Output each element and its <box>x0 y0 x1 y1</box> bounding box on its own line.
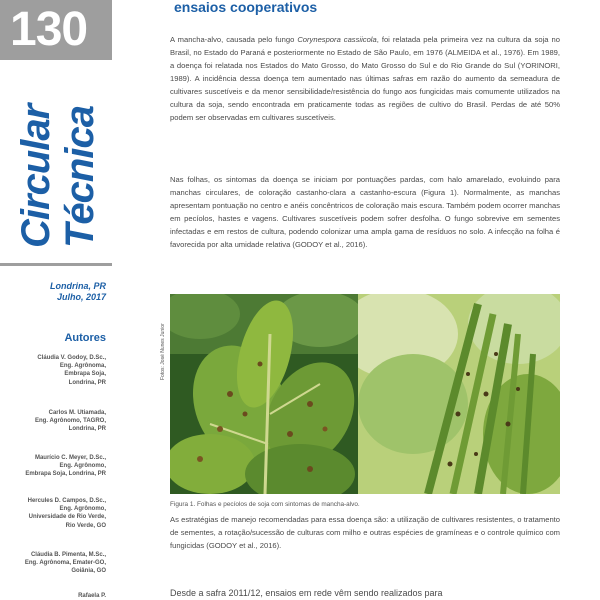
author-entry <box>2 354 106 387</box>
soybean-petioles-illustration <box>358 294 560 494</box>
author-entry <box>2 551 106 576</box>
author-line: Londrina, PR <box>68 426 106 433</box>
author-line: Cláudia V. Godoy, D.Sc., <box>37 355 106 361</box>
paragraph-intro <box>170 33 560 124</box>
paragraph-trials: Desde a safra 2011/12, ensaios em rede vêm sendo realizados para <box>170 588 443 598</box>
author-line: Cláudia B. Pimenta, M.Sc., <box>30 552 106 558</box>
author-entry <box>2 592 106 600</box>
figure-caption: Figura 1. Folhas e pecíolos de soja com sintomas de mancha-alvo. <box>170 501 360 508</box>
header-bar <box>170 0 560 18</box>
author-line: Maurício C. Meyer, D.Sc., <box>34 455 106 461</box>
series-title-line2: Técnica <box>58 106 102 248</box>
paragraph-text: , foi relatada pela primeira vez na cultura da soja no Brasil, no Estado do Paraná e posteriormente no Estado de São Paulo, em 1976 (ALMEIDA et al., 1976). Em 1989, a doença foi relatada nos Estados do Mato Grosso, do Mato Grosso do Sul e do Rio Grande do Sul (YORINORI, 1989). A incidência dessa doença tem aumentado nas últimas safras em razão do aumento da semeadura de cultivares suscetíveis e da menor sensibilidade/resistência do fungo aos fungicidas mais comumente utilizados na cultura da soja, sendo encontrada em praticamente todas as regiões de cultivo do Brasil. Perdas de até 50% podem ser observadas em cultivares suscetíveis. <box>170 35 560 122</box>
authors-heading: Autores <box>64 332 106 344</box>
author-line: Carlos M. Utiamada, <box>48 410 106 416</box>
series-title <box>14 70 114 250</box>
issue-number: 130 <box>10 3 88 56</box>
publication-place: Londrina, PR <box>50 281 106 291</box>
article-title-fragment: ensaios cooperativos <box>174 0 318 15</box>
sidebar-divider <box>0 263 112 266</box>
author-entry <box>2 454 106 479</box>
species-name: Corynespora cassiicola <box>297 35 377 44</box>
soybean-petioles-photo <box>358 294 560 494</box>
author-line: Rio Verde, GO <box>65 522 106 529</box>
author-line: Embrapa Soja, <box>64 371 106 378</box>
author-line: Eng. Agrônomo, TAGRO, <box>35 418 106 425</box>
author-line: Londrina, PR <box>68 379 106 386</box>
author-line: Rafaela P. <box>78 593 106 599</box>
issue-number-box <box>0 0 112 60</box>
author-entry <box>2 497 106 530</box>
author-line: Eng. Agrônoma, <box>59 363 106 370</box>
paragraph-text: A mancha-alvo, causada pelo fungo <box>170 35 298 44</box>
photo-credit-text: Fotos: José Nunes Junior <box>160 323 166 380</box>
author-line: Hercules D. Campos, D.Sc., <box>27 498 106 504</box>
author-line: Universidade de Rio Verde, <box>28 514 106 521</box>
photo-credit <box>160 290 170 380</box>
place-date <box>50 281 106 303</box>
author-line: Embrapa Soja, Londrina, PR <box>25 471 106 478</box>
author-line: Eng. Agrônoma, Emater-GO, <box>24 560 106 567</box>
author-line: Eng. Agrônomo, <box>59 506 106 513</box>
publication-date: Julho, 2017 <box>56 292 106 302</box>
author-line: Goiânia, GO <box>71 568 106 575</box>
author-entry <box>2 409 106 434</box>
soybean-leaves-photo <box>170 294 358 494</box>
series-title-line1: Circular <box>14 104 58 248</box>
soybean-leaves-illustration <box>170 294 358 494</box>
sidebar <box>0 0 112 600</box>
author-line: Eng. Agrônomo, <box>59 463 106 470</box>
paragraph-symptoms: Nas folhas, os sintomas da doença se iniciam por pontuações pardas, com halo amarelado, evoluindo para manchas circulares, de coloração castanho-clara a castanho-escura (Figura 1). Normalmente, as manchas apresentam pontuação no centro e anéis concêntricos de coloração mais escura. Também podem ocorrer manchas em pecíolos, hastes e vagens. Cultivares suscetíveis podem sofrer desfolha. O fungo sobrevive em sementes infectadas e em restos de cultura, podendo colonizar uma ampla gama de resíduos no solo. A infecção na folha é favorecida por alta umidade relativa (GODOY et al., 2016). <box>170 175 560 249</box>
paragraph-management: As estratégias de manejo recomendadas para essa doença são: a utilização de cultivares resistentes, o tratamento de sementes, a rotação/sucessão de culturas com milho e outras espécies de gramíneas e o controle químico com fungicidas (GODOY et al., 2016). <box>170 515 560 550</box>
